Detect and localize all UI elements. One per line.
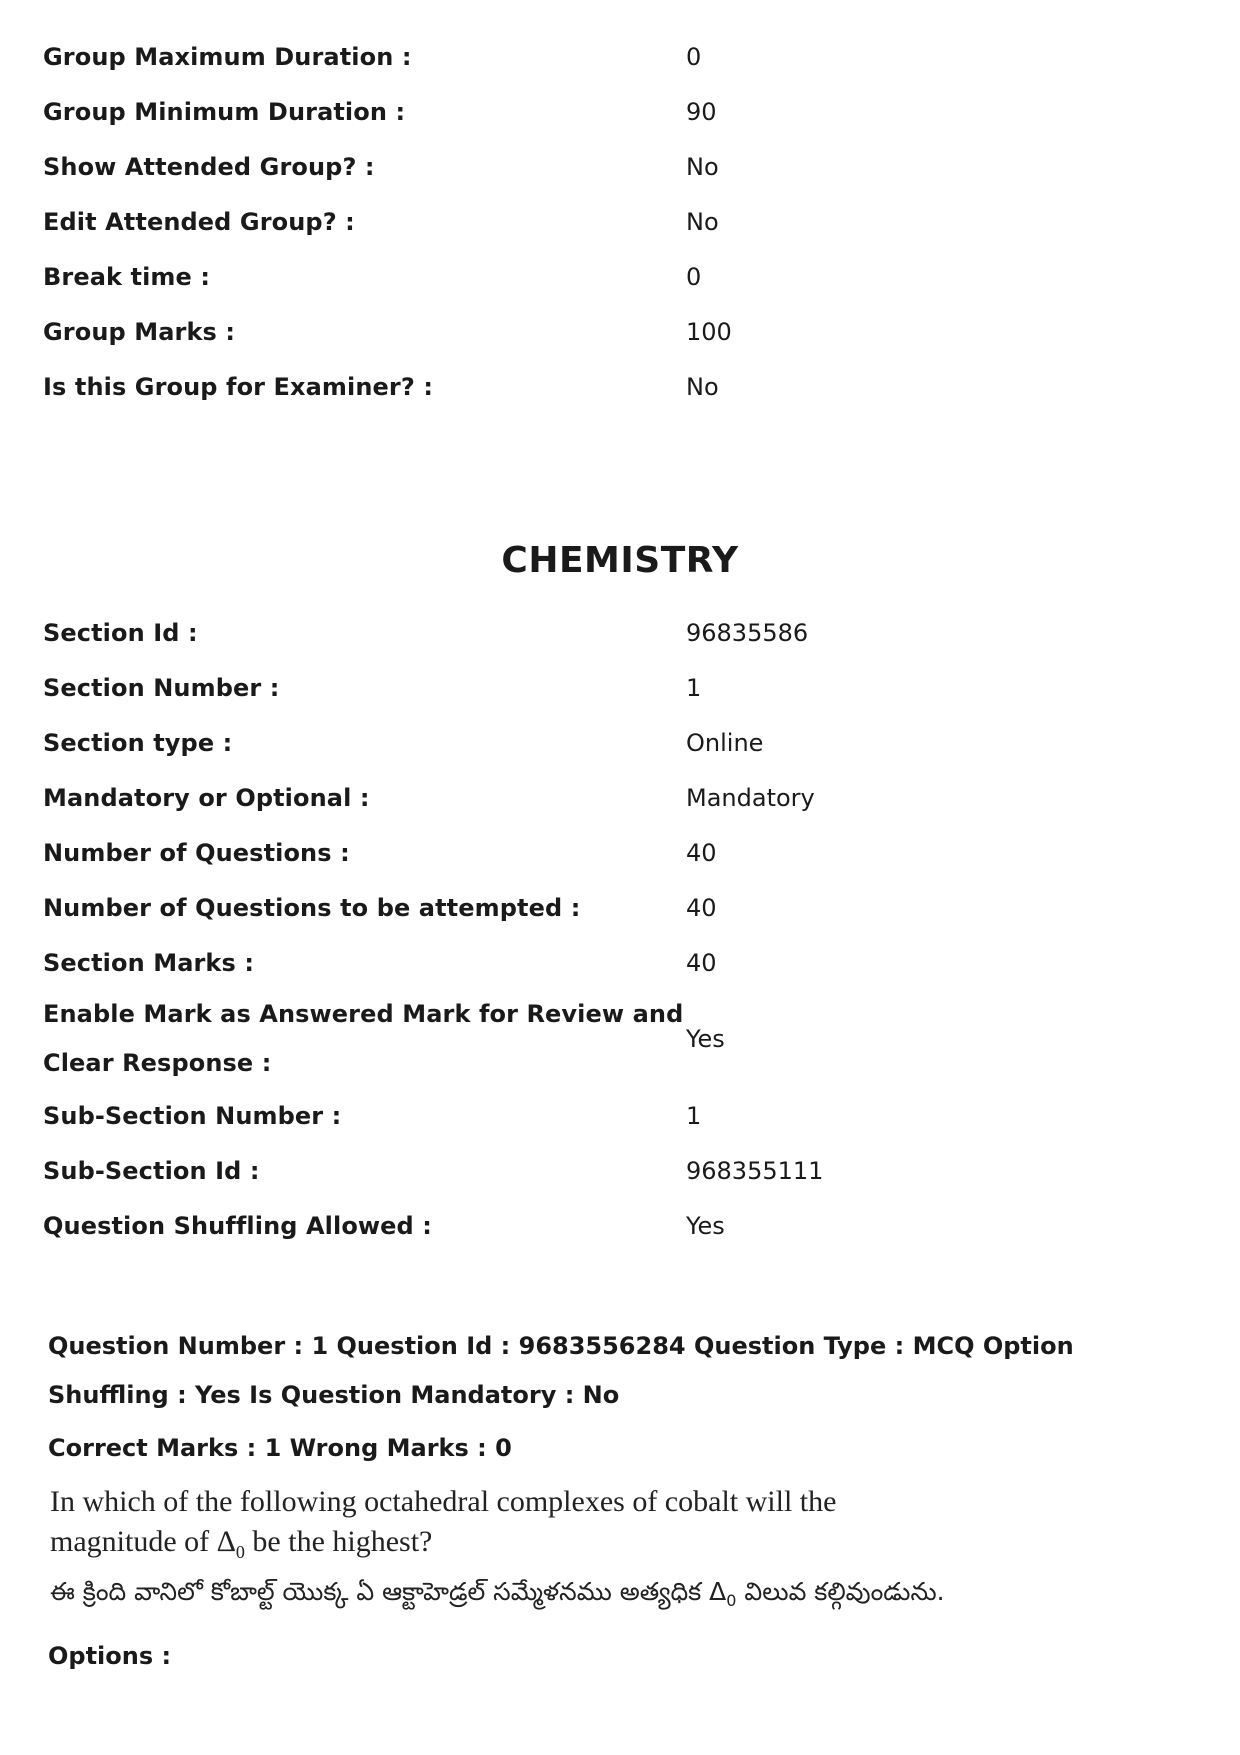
- section-info-table: [43, 605, 1193, 1253]
- field-value: 90: [686, 97, 717, 126]
- question-text-part: విలువ కల్గివుండును.: [736, 1577, 945, 1606]
- section-info-row: [43, 605, 1193, 660]
- field-label: Sub-Section Number :: [43, 1101, 342, 1130]
- field-value: No: [686, 152, 719, 181]
- field-label: Question Shuffling Allowed :: [43, 1211, 432, 1240]
- field-label: Is this Group for Examiner? :: [43, 372, 434, 401]
- section-info-row: [43, 880, 1193, 935]
- field-value: 96835586: [686, 618, 809, 647]
- field-label: Section Marks :: [43, 948, 255, 977]
- field-label: Number of Questions :: [43, 838, 350, 867]
- field-label: Section Id :: [43, 618, 198, 647]
- field-value: 0: [686, 42, 702, 71]
- field-value: 968355111: [686, 1156, 824, 1185]
- field-value: 40: [686, 893, 717, 922]
- delta-subscript: 0: [235, 1542, 245, 1562]
- question-text-part: be the highest?: [244, 1525, 433, 1558]
- field-label: Enable Mark as Answered Mark for Review and Clear Response :: [43, 1000, 684, 1077]
- section-info-row: [43, 1143, 1193, 1198]
- section-info-row: [43, 715, 1193, 770]
- field-value: Online: [686, 728, 764, 757]
- field-label: Show Attended Group? :: [43, 152, 375, 181]
- group-info-table: [43, 29, 1193, 414]
- question-text-part: In which of the following octahedral complexes of cobalt will the magnitude of Δ: [50, 1485, 837, 1558]
- question-text-telugu: [50, 1572, 970, 1621]
- field-value: 40: [686, 838, 717, 867]
- field-label: Group Minimum Duration :: [43, 97, 406, 126]
- section-info-row: [43, 770, 1193, 825]
- section-info-row: [43, 825, 1193, 880]
- field-value: Yes: [686, 1024, 725, 1053]
- field-label: Break time :: [43, 262, 211, 291]
- field-label: Edit Attended Group? :: [43, 207, 355, 236]
- section-info-row: [43, 990, 1193, 1088]
- section-info-row: [43, 935, 1193, 990]
- section-info-row: [43, 1198, 1193, 1253]
- field-label: Section Number :: [43, 673, 280, 702]
- delta-subscript: 0: [726, 1591, 737, 1610]
- field-value: No: [686, 207, 719, 236]
- group-info-row: [43, 29, 1193, 84]
- field-value: No: [686, 372, 719, 401]
- field-label: Sub-Section Id :: [43, 1156, 260, 1185]
- field-value: 40: [686, 948, 717, 977]
- field-value: Yes: [686, 1211, 725, 1240]
- field-value: 1: [686, 1101, 702, 1130]
- question-header: Question Number : 1 Question Id : 9683556284 Question Type : MCQ Option Shuffling : Yes Is Question Mandatory : No: [48, 1332, 1074, 1409]
- group-info-row: [43, 304, 1193, 359]
- question-marks: Correct Marks : 1 Wrong Marks : 0: [48, 1434, 512, 1462]
- options-label: Options :: [48, 1642, 172, 1670]
- group-info-row: [43, 194, 1193, 249]
- group-info-row: [43, 359, 1193, 414]
- group-info-row: [43, 84, 1193, 139]
- question-text-english: [50, 1482, 970, 1572]
- field-label: Number of Questions to be attempted :: [43, 893, 581, 922]
- section-info-row: [43, 660, 1193, 715]
- field-label: Group Maximum Duration :: [43, 42, 412, 71]
- section-info-row: [43, 1088, 1193, 1143]
- group-info-row: [43, 249, 1193, 304]
- field-label: Section type :: [43, 728, 233, 757]
- section-title: CHEMISTRY: [501, 540, 739, 581]
- field-value: 1: [686, 673, 702, 702]
- field-value: 0: [686, 262, 702, 291]
- field-label: Mandatory or Optional :: [43, 783, 370, 812]
- field-label: Group Marks :: [43, 317, 236, 346]
- question-text-part: ఈ క్రింది వానిలో కోబాల్ట్ యొక్క ఏ ఆక్టాహెడ్రల్ సమ్మేళనము అత్యధిక Δ: [50, 1577, 727, 1606]
- group-info-row: [43, 139, 1193, 194]
- field-value: Mandatory: [686, 783, 815, 812]
- field-value: 100: [686, 317, 732, 346]
